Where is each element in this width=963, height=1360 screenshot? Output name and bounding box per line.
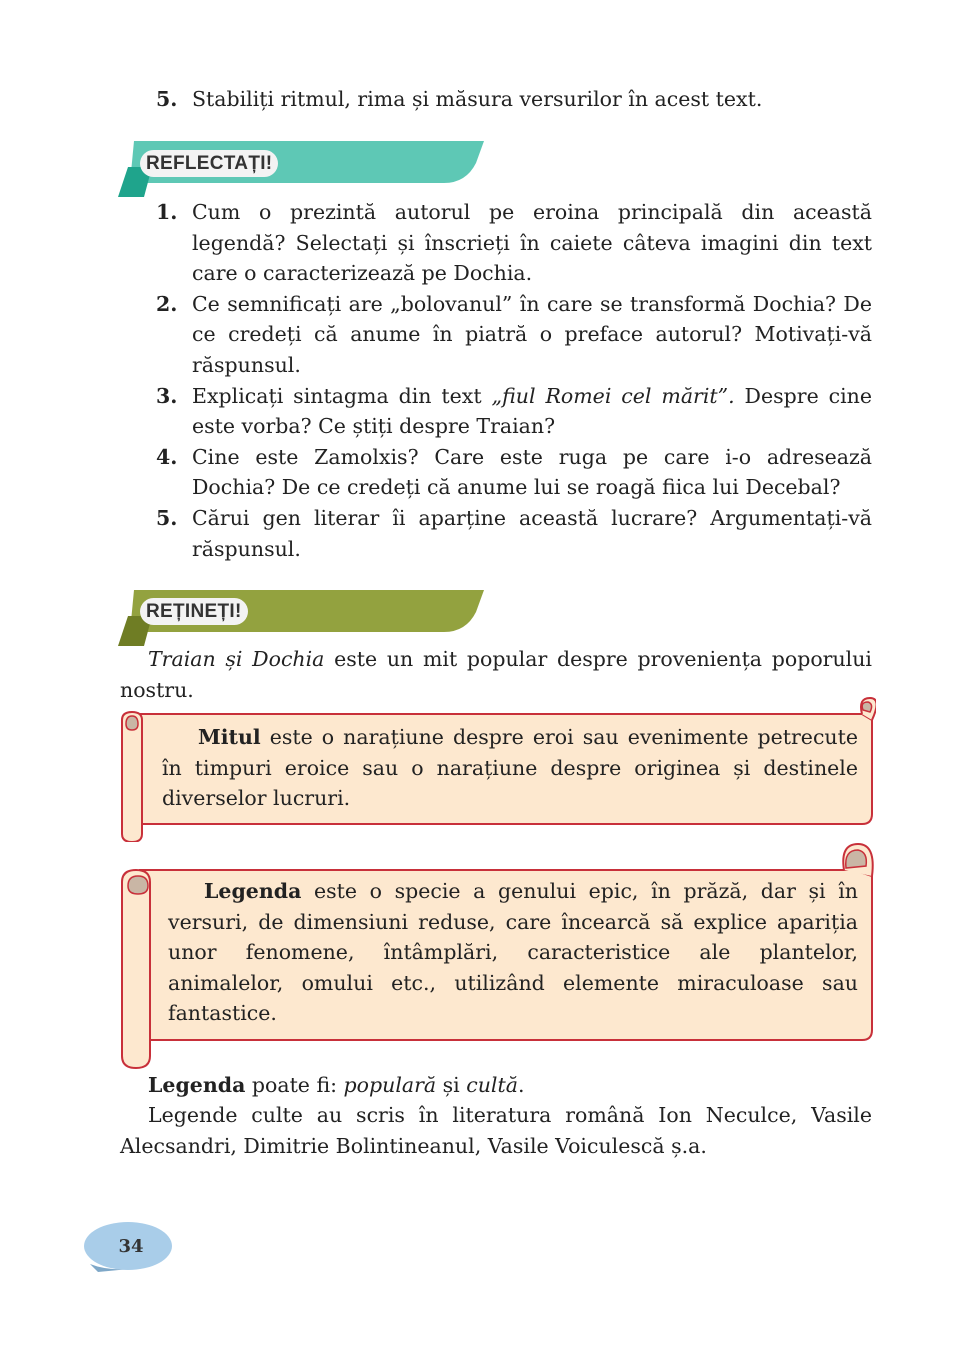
term-mitul: Mitul [198, 725, 261, 749]
legenda-definition-text [168, 876, 858, 1029]
type-culta: cultă [466, 1073, 518, 1097]
question-text: Cine este Zamolxis? Care este ruga pe care i-o adresează Dochia? De ce credeți că anume lui se roagă fiica lui Decebal? [192, 444, 872, 500]
question-number: 3. [156, 383, 178, 408]
list-item [156, 289, 872, 381]
page-number: 34 [118, 1236, 144, 1257]
question-number: 5. [156, 87, 178, 111]
type-populara: populară [343, 1073, 437, 1097]
question-text: Stabiliți ritmul, rima și măsura versurilor în acest text. [192, 87, 763, 111]
definition: este o specie a genului epic, în prăză, dar și în versuri, de dimensiuni reduse, care încearcă să explice apariția unor fenomene, întâmplări, caracteristice ale plantelor, animalelor, omului etc., utilizând elemente miraculoase sau fantastice. [168, 879, 858, 1026]
legende-culte-authors: Legende culte au scris în literatura română Ion Neculce, Vasile Alecsandri, Dimitrie Bolintineanul, Vasile Voiculescă ș.a. [120, 1103, 872, 1158]
list-item [156, 442, 872, 503]
question-number: 4. [156, 444, 178, 469]
reflect-label: REFLECTAȚI! [140, 150, 278, 177]
legenda-definition-scroll [118, 842, 876, 1070]
intro-text: este un mit popular despre proveniența poporului nostru. [120, 647, 872, 702]
mit-definition-scroll [118, 696, 876, 842]
question-number: 5. [156, 505, 178, 530]
mit-definition-text [162, 722, 858, 814]
question-number: 2. [156, 291, 178, 316]
list-item [156, 503, 872, 564]
question-text: Cărui gen literar îi aparține această lucrare? Argumentați-vă răspunsul. [192, 505, 872, 561]
question-number: 1. [156, 200, 178, 224]
work-title: Traian și Dochia [148, 647, 325, 671]
question-text: Cum o prezintă autorul pe eroina principală din această legendă? Selectați și înscrieți în caiete câteva imagini din text care o caracterizează pe Dochia. [192, 200, 872, 286]
legenda-types [120, 1070, 872, 1101]
question-text-after: Despre cine este vorba? Ce știți despre Traian? [192, 383, 872, 439]
retineti-label: REȚINEȚI! [140, 598, 248, 625]
question-text: Ce semnificați are „bolovanul” în care se transformă Dochia? De ce credeți că anume în piatră o preface autorul? Motivați-vă răspunsul. [192, 291, 872, 377]
reflect-question-list [156, 197, 872, 564]
text-segment: poate fi: [245, 1073, 344, 1097]
list-item [156, 197, 872, 289]
definition: este o narațiune despre eroi sau evenimente petrecute în timpuri eroice sau o narațiune despre originea și destinele diverselor lucruri. [162, 725, 858, 811]
question-quote: „fiul Romei cel mărit”. [491, 383, 735, 408]
term-legenda: Legenda [204, 879, 302, 903]
text-segment: și [436, 1073, 467, 1097]
text-segment: . [517, 1073, 525, 1097]
question-text-before: Explicați sintagma din text [192, 383, 492, 408]
list-item [156, 381, 872, 442]
term-legenda: Legenda [148, 1073, 246, 1097]
